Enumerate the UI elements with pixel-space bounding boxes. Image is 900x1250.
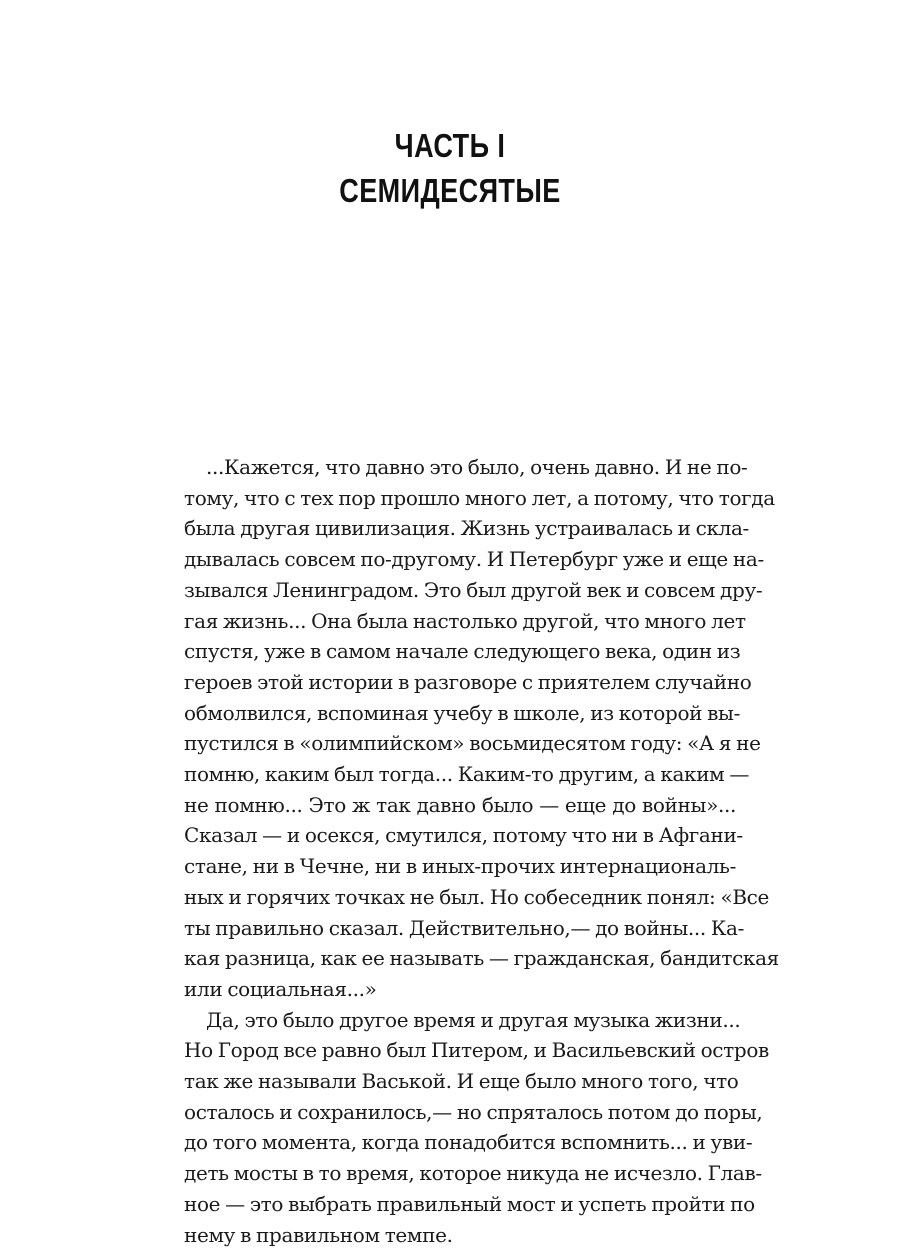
text-line: не помню... Это ж так давно было — еще до войны»... — [184, 792, 736, 817]
paragraph-2 — [184, 1005, 769, 1250]
paragraph-1 — [184, 452, 779, 1005]
text-line: кая разница, как ее называть — гражданская, бандитская — [184, 946, 779, 971]
text-line: осталось и сохранилось,— но спряталось потом до поры, — [184, 1099, 763, 1124]
text-line: спустя, уже в самом начале следующего века, один из — [184, 639, 741, 664]
body-text — [184, 452, 779, 1250]
text-line: гая жизнь... Она была настолько другой, что много лет — [184, 608, 746, 633]
text-line: героев этой истории в разговоре с приятелем случайно — [184, 669, 752, 694]
text-line: обмолвился, вспоминая учебу в школе, из которой вы- — [184, 700, 741, 725]
text-line: стане, ни в Чечне, ни в иных-прочих интернациональ- — [184, 854, 736, 879]
text-line: Сказал — и осекся, смутился, потому что ни в Афгани- — [184, 823, 743, 848]
text-line: зывался Ленинградом. Это был другой век и совсем дру- — [184, 577, 763, 602]
text-line: дывалась совсем по-другому. И Петербург уже и еще на- — [184, 547, 764, 572]
text-line: нему в правильном темпе. — [184, 1222, 453, 1247]
text-line: пустился в «олимпийском» восьмидесятом году: «А я не — [184, 731, 761, 756]
part-title-heading: СЕМИДЕСЯТЫЕ — [339, 172, 561, 209]
text-line: деть мосты в то время, которое никуда не исчезло. Глав- — [184, 1161, 762, 1186]
text-line: до того момента, когда понадобится вспомнить... и уви- — [184, 1130, 753, 1155]
text-line: Но Город все равно был Питером, и Васильевский остров — [184, 1038, 769, 1063]
text-line: ных и горячих точках не был. Но собеседник понял: «Все — [184, 884, 770, 909]
text-line: ное — это выбрать правильный мост и успеть пройти по — [184, 1191, 755, 1216]
text-line: тому, что с тех пор прошло много лет, а потому, что тогда — [184, 485, 775, 510]
text-line: ты правильно сказал. Действительно,— до войны... Ка- — [184, 915, 745, 940]
text-line: помню, каким был тогда... Каким-то другим, а каким — — [184, 762, 750, 787]
text-line: Да, это было другое время и другая музыка жизни... — [206, 1007, 741, 1032]
text-line: была другая цивилизация. Жизнь устраивалась и скла- — [184, 516, 749, 541]
text-line: ...Кажется, что давно это было, очень давно. И не по- — [206, 455, 748, 479]
text-line: так же называли Васькой. И еще было много того, что — [184, 1069, 739, 1094]
part-number-heading: ЧАСТЬ I — [394, 127, 506, 164]
text-line: или социальная...» — [184, 976, 377, 1001]
